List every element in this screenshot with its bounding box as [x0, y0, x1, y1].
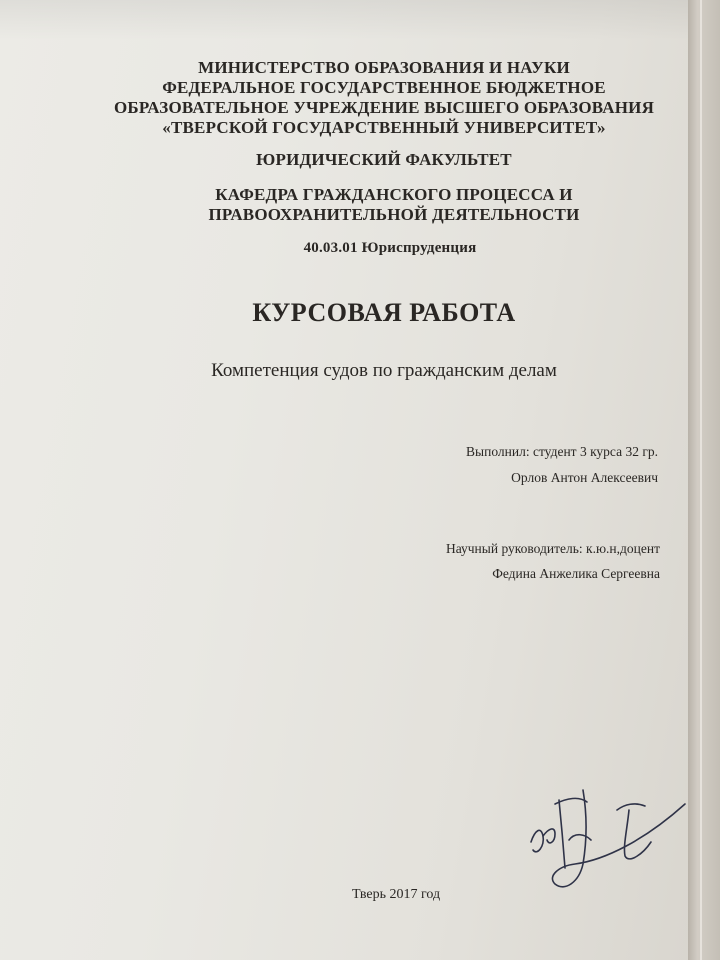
department-line: КАФЕДРА ГРАЖДАНСКОГО ПРОЦЕССА И — [215, 185, 573, 204]
faculty-heading — [40, 150, 720, 170]
program-heading — [46, 238, 720, 258]
top-shadow — [0, 0, 688, 40]
paper-edge-highlight — [700, 0, 702, 960]
document-title: КУРСОВАЯ РАБОТА — [252, 298, 516, 327]
supervisor-name: Федина Анжелика Сергеевна — [492, 566, 660, 581]
handwritten-signature — [525, 780, 695, 900]
work-topic — [40, 360, 720, 382]
department-line: ПРАВООХРАНИТЕЛЬНОЙ ДЕЯТЕЛЬНОСТИ — [208, 205, 580, 224]
author-name: Орлов Антон Алексеевич — [511, 470, 658, 485]
topic-text: Компетенция судов по гражданским делам — [211, 360, 557, 381]
institution-header — [40, 58, 720, 138]
institution-line: МИНИСТЕРСТВО ОБРАЗОВАНИЯ И НАУКИ — [198, 58, 570, 77]
author-label: Выполнил: студент 3 курса 32 гр. — [466, 444, 658, 459]
faculty-name: ЮРИДИЧЕСКИЙ ФАКУЛЬТЕТ — [256, 150, 512, 169]
institution-line: «ТВЕРСКОЙ ГОСУДАРСТВЕННЫЙ УНИВЕРСИТЕТ» — [162, 118, 606, 137]
city-year: Тверь 2017 год — [352, 887, 441, 902]
program-code: 40.03.01 Юриспруденция — [303, 240, 477, 256]
institution-line: ОБРАЗОВАТЕЛЬНОЕ УЧРЕЖДЕНИЕ ВЫСШЕГО ОБРАЗОВАНИЯ — [113, 98, 655, 117]
department-heading — [50, 185, 720, 225]
institution-line: ФЕДЕРАЛЬНОЕ ГОСУДАРСТВЕННОЕ БЮДЖЕТНОЕ — [162, 78, 606, 97]
supervisor-label: Научный руководитель: к.ю.н,доцент — [445, 541, 660, 556]
work-type-title — [40, 298, 720, 328]
